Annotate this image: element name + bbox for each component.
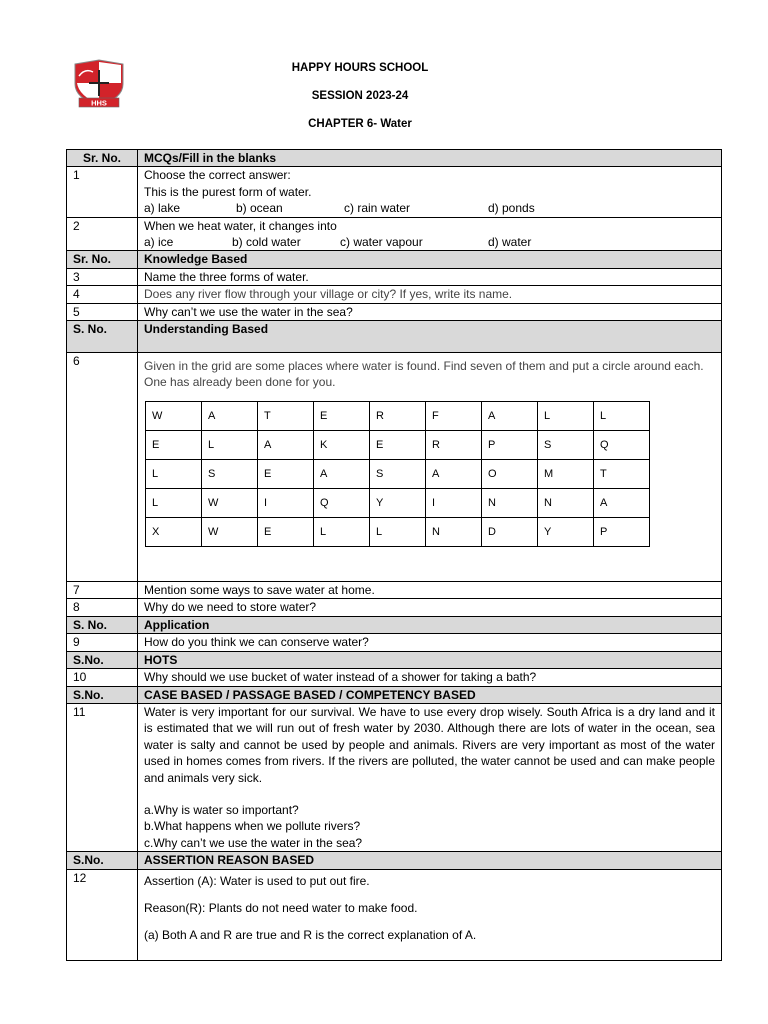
section-header-knowledge xyxy=(67,251,722,268)
question-row xyxy=(67,669,722,686)
question-no: 5 xyxy=(67,303,138,320)
grid-cell: F xyxy=(426,401,482,430)
question-row xyxy=(67,703,722,851)
question-no: 9 xyxy=(67,634,138,651)
grid-cell: E xyxy=(146,430,202,459)
option: c) rain water xyxy=(344,201,411,216)
question-no: 10 xyxy=(67,669,138,686)
grid-cell: E xyxy=(370,430,426,459)
grid-cell: L xyxy=(146,488,202,517)
question-line: This is the purest form of water. xyxy=(144,184,312,199)
question-text: Mention some ways to save water at home. xyxy=(138,582,722,599)
session-title: SESSION 2023-24 xyxy=(311,90,409,102)
grid-row xyxy=(146,488,650,517)
grid-cell: P xyxy=(594,517,650,546)
school-logo xyxy=(71,58,127,110)
grid-cell: S xyxy=(538,430,594,459)
grid-cell: D xyxy=(482,517,538,546)
section-no: S. No. xyxy=(67,616,138,633)
question-line: Choose the correct answer: xyxy=(144,168,291,183)
option-a: (a) Both A and R are true and R is the correct explanation of A. xyxy=(144,928,477,943)
question-text: Why do we need to store water? xyxy=(138,599,722,616)
grid-cell: M xyxy=(538,459,594,488)
grid-cell: I xyxy=(426,488,482,517)
grid-cell: W xyxy=(202,517,258,546)
grid-row xyxy=(146,459,650,488)
section-no: Sr. No. xyxy=(67,150,138,167)
grid-cell: T xyxy=(594,459,650,488)
section-no: Sr. No. xyxy=(67,251,138,268)
grid-cell: E xyxy=(314,401,370,430)
grid-cell: S xyxy=(202,459,258,488)
grid-cell: P xyxy=(482,430,538,459)
grid-cell: Q xyxy=(594,430,650,459)
question-row xyxy=(67,268,722,285)
grid-cell: Q xyxy=(314,488,370,517)
question-text: Why should we use bucket of water instead of a shower for taking a bath? xyxy=(138,669,722,686)
sub-question: c.Why can’t we use the water in the sea? xyxy=(144,835,363,850)
question-line: When we heat water, it changes into xyxy=(144,218,337,233)
grid-cell: N xyxy=(426,517,482,546)
question-row xyxy=(67,167,722,217)
grid-cell: K xyxy=(314,430,370,459)
question-text xyxy=(138,217,722,251)
grid-cell: W xyxy=(146,401,202,430)
question-no: 11 xyxy=(67,703,138,851)
grid-cell: A xyxy=(258,430,314,459)
grid-cell: L xyxy=(314,517,370,546)
question-text: How do you think we can conserve water? xyxy=(138,634,722,651)
section-title: MCQs/Fill in the blanks xyxy=(138,150,722,167)
option: a) lake xyxy=(144,201,181,216)
grid-cell: L xyxy=(146,459,202,488)
grid-cell: N xyxy=(482,488,538,517)
grid-cell: W xyxy=(202,488,258,517)
grid-cell: A xyxy=(314,459,370,488)
question-no: 1 xyxy=(67,167,138,217)
grid-cell: O xyxy=(482,459,538,488)
grid-cell: T xyxy=(258,401,314,430)
assertion: Assertion (A): Water is used to put out fire. xyxy=(144,873,370,888)
option: c) water vapour xyxy=(340,235,423,250)
grid-cell: R xyxy=(370,401,426,430)
question-row xyxy=(67,303,722,320)
grid-cell: A xyxy=(426,459,482,488)
options xyxy=(144,234,715,250)
chapter-title: CHAPTER 6- Water xyxy=(308,118,412,130)
question-no: 3 xyxy=(67,268,138,285)
grid-cell: A xyxy=(594,488,650,517)
question-line: Given in the grid are some places where water is found. Find seven of them and put a circle around each. One has already been done for you. xyxy=(144,359,704,390)
section-title: Understanding Based xyxy=(138,321,722,353)
question-text: Why can’t we use the water in the sea? xyxy=(138,303,722,320)
options xyxy=(144,200,715,216)
grid-cell: L xyxy=(370,517,426,546)
grid-cell: A xyxy=(482,401,538,430)
sub-question: a.Why is water so important? xyxy=(144,802,299,817)
section-title: Knowledge Based xyxy=(138,251,722,268)
section-header-case-based xyxy=(67,686,722,703)
grid-cell: L xyxy=(202,430,258,459)
reason: Reason(R): Plants do not need water to make food. xyxy=(144,900,418,915)
option: d) water xyxy=(488,235,532,250)
section-header-mcq xyxy=(67,150,722,167)
section-header-understanding xyxy=(67,321,722,353)
grid-cell: A xyxy=(202,401,258,430)
section-no: S.No. xyxy=(67,651,138,668)
passage: Water is very important for our survival. We have to use every drop wisely. South Africa is a dry land and it is estimated that we will run out of fresh water by 2030. Although there are lots of water in the ocean, sea water is salty and cannot be used by people and animals. Rivers are very important as most of the water used in homes comes from rivers. If the rivers are polluted, the water cannot be used and can make people and animals very sick. xyxy=(144,704,715,785)
question-row xyxy=(67,634,722,651)
option: a) ice xyxy=(144,235,174,250)
grid-row xyxy=(146,430,650,459)
option: b) ocean xyxy=(236,201,283,216)
school-name: HAPPY HOURS SCHOOL xyxy=(291,62,429,74)
word-search-grid xyxy=(145,401,650,547)
question-no: 2 xyxy=(67,217,138,251)
grid-cell: I xyxy=(258,488,314,517)
question-row xyxy=(67,286,722,303)
grid-cell: R xyxy=(426,430,482,459)
question-text xyxy=(138,353,722,582)
grid-cell: Y xyxy=(370,488,426,517)
question-row xyxy=(67,869,722,960)
question-text: Does any river flow through your village or city? If yes, write its name. xyxy=(138,286,722,303)
sub-question: b.What happens when we pollute rivers? xyxy=(144,819,361,834)
question-no: 8 xyxy=(67,599,138,616)
grid-cell: N xyxy=(538,488,594,517)
grid-cell: E xyxy=(258,459,314,488)
grid-cell: E xyxy=(258,517,314,546)
question-no: 12 xyxy=(67,869,138,960)
section-header-assertion xyxy=(67,852,722,869)
grid-cell: X xyxy=(146,517,202,546)
section-title: HOTS xyxy=(138,651,722,668)
grid-cell: L xyxy=(538,401,594,430)
option: d) ponds xyxy=(488,201,535,216)
section-header-hots xyxy=(67,651,722,668)
question-table xyxy=(66,149,722,961)
question-row xyxy=(67,599,722,616)
grid-row xyxy=(146,517,650,546)
question-row xyxy=(67,582,722,599)
question-no: 7 xyxy=(67,582,138,599)
question-row xyxy=(67,353,722,582)
section-title: Application xyxy=(138,616,722,633)
grid-row xyxy=(146,401,650,430)
grid-cell: Y xyxy=(538,517,594,546)
section-header-application xyxy=(67,616,722,633)
grid-cell: L xyxy=(594,401,650,430)
section-title: ASSERTION REASON BASED xyxy=(138,852,722,869)
question-text xyxy=(138,167,722,217)
svg-text:HHS: HHS xyxy=(91,98,107,108)
section-no: S.No. xyxy=(67,852,138,869)
option: b) cold water xyxy=(232,235,301,250)
question-text xyxy=(138,869,722,960)
section-title: CASE BASED / PASSAGE BASED / COMPETENCY BASED xyxy=(138,686,722,703)
question-text xyxy=(138,703,722,851)
grid-cell: S xyxy=(370,459,426,488)
question-no: 4 xyxy=(67,286,138,303)
section-no: S.No. xyxy=(67,686,138,703)
question-text: Name the three forms of water. xyxy=(138,268,722,285)
question-no: 6 xyxy=(67,353,138,582)
question-row xyxy=(67,217,722,251)
section-no: S. No. xyxy=(67,321,138,353)
